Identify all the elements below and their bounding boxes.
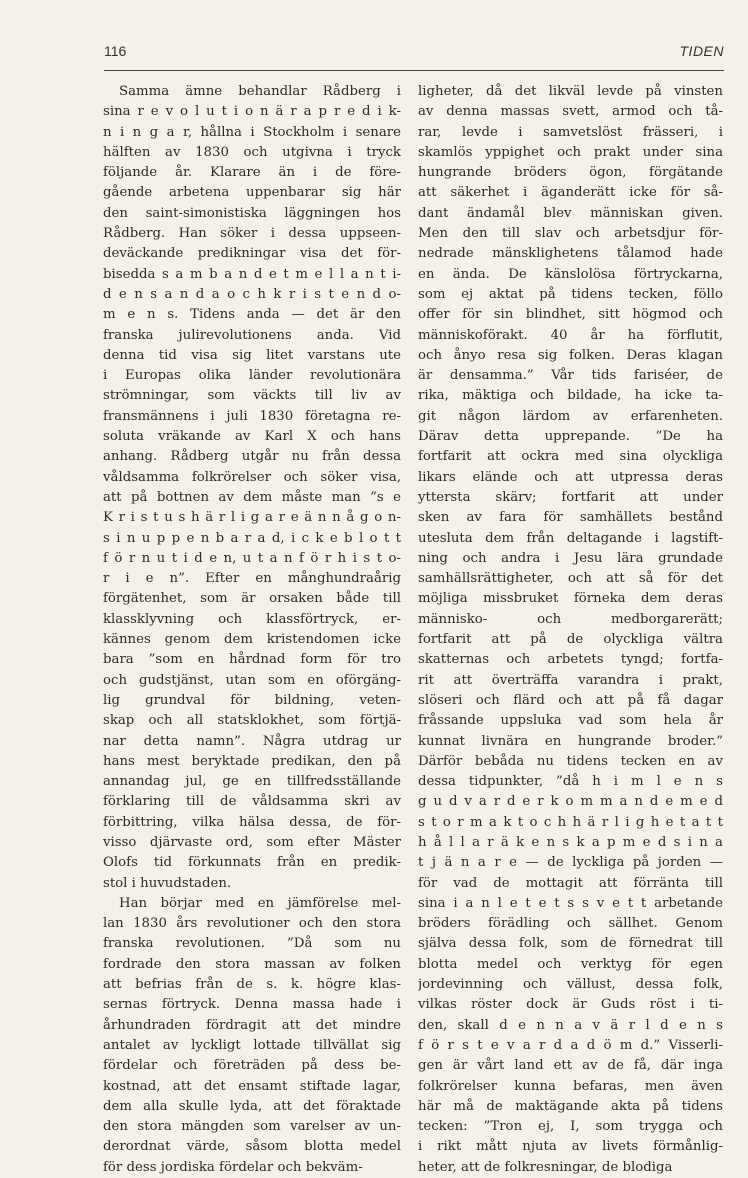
- text-line: skamlös yppighet och prakt under sina: [418, 144, 723, 160]
- text-line: folkrörelser kunna befaras, men även: [418, 1078, 723, 1094]
- text-line: ligheter, då det likväl levde på vinsten: [418, 84, 723, 99]
- text-line: kännes genom dem kristendomen icke: [103, 632, 401, 648]
- text-line: Rådberg. Han söker i dessa uppseen-: [103, 226, 401, 242]
- text-line: nar detta namn”. Några utdrag ur: [103, 733, 401, 749]
- text-line: nedrade mänsklighetens tålamod hade: [418, 246, 723, 262]
- text-line: Samma ämne behandlar Rådberg i: [119, 84, 401, 99]
- text-line: hans mest beryktade predikan, den på: [103, 753, 401, 769]
- text-line: derordnat värde, såsom blotta medel: [103, 1139, 401, 1155]
- text-line: skap och all statsklokhet, som förtjä-: [103, 713, 401, 729]
- text-line: Därav detta upprepande. ”De ha: [418, 429, 723, 445]
- text-line: dessa tidpunkter, ”då h i m l e n s: [418, 774, 723, 790]
- text-line: fördelar och företräden på dess be-: [103, 1058, 401, 1074]
- text-line: rit att överträffa varandra i prakt,: [418, 672, 723, 688]
- text-line: bara ”som en hårdnad form för tro: [103, 652, 401, 668]
- text-line: gående arbetena uppenbarar sig här: [103, 185, 401, 201]
- text-line: r i e n”. Efter en månghundraårig: [103, 571, 401, 587]
- text-line: att på bottnen av dem måste man ”s e: [103, 489, 401, 505]
- text-line: för vad de mottagit att förränta till: [418, 875, 723, 891]
- text-line: förgätenhet, som är orsaken både till: [103, 591, 401, 607]
- text-line: fransmännens i juli 1830 företagna re-: [103, 408, 401, 424]
- text-line: fortfarit att på de olyckliga vältra: [418, 632, 723, 648]
- text-line: sina i a n l e t e t s s v e t t arbetande: [418, 895, 723, 911]
- text-line: möjliga missbruket förneka dem deras: [418, 591, 723, 607]
- page-number: 116: [104, 43, 127, 59]
- text-line: rika, mäktiga och bildade, ha icke ta-: [418, 388, 723, 404]
- text-line: tecken: ”Tron ej, I, som trygga och: [418, 1119, 723, 1135]
- text-line: deväckande predikningar visa det för-: [103, 246, 401, 262]
- text-line: samhällsrättigheter, och att så för det: [418, 571, 723, 587]
- text-line: likars elände och att utpressa deras: [418, 469, 723, 485]
- text-line: h å l l a r ä k e n s k a p m e d s i n a: [418, 834, 723, 850]
- text-line: anhang. Rådberg utgår nu från dessa: [103, 449, 401, 465]
- text-line: stol i huvudstaden.: [103, 875, 232, 891]
- text-line: git någon lärdom av erfarenheten.: [418, 408, 723, 424]
- text-line: förklaring till de våldsamma skri av: [103, 794, 401, 810]
- text-line: offer för sin blindhet, sitt högmod och: [418, 307, 723, 323]
- text-line: den stora mängden som varelser av un-: [103, 1119, 401, 1135]
- text-line: skatternas och arbetets tyngd; fortfa-: [418, 652, 723, 668]
- text-line: i rikt mått njuta av livets förmånlig-: [418, 1139, 723, 1155]
- text-line: ning och andra i Jesu lära grundade: [418, 550, 723, 566]
- text-line: och ånyo resa sig folken. Deras klagan: [418, 347, 723, 363]
- text-line: franska julirevolutionens anda. Vid: [103, 327, 401, 343]
- journal-title: TIDEN: [679, 43, 724, 59]
- text-line: Olofs tid förkunnats från en predik-: [103, 855, 401, 871]
- text-line: sina r e v o l u t i o n ä r a p r e d i k-: [103, 104, 401, 120]
- text-line: kostnad, att det ensamt stiftade lagar,: [103, 1078, 401, 1094]
- text-line: dant ändamål blev människan given.: [418, 205, 723, 221]
- text-line: är densamma.” Vår tids fariséer, de: [418, 368, 723, 384]
- text-line: f ö r n u t i d e n, u t a n f ö r h i s t o-: [103, 550, 401, 566]
- text-line: i Europas olika länder revolutionära: [103, 368, 401, 384]
- text-line: sken av fara för samhällets bestånd: [418, 510, 723, 526]
- text-line: soluta vräkande av Karl X och hans: [103, 429, 401, 445]
- text-line: blotta medel och verktyg för egen: [418, 956, 723, 972]
- text-line: människoförakt. 40 år ha förflutit,: [418, 327, 723, 343]
- text-line: heter, att de folkresningar, de blodiga: [418, 1159, 673, 1175]
- text-line: lan 1830 års revolutioner och den stora: [103, 916, 401, 932]
- text-line: vilkas röster dock är Guds röst i ti-: [418, 997, 723, 1013]
- text-line: denna tid visa sig litet varstans ute: [103, 347, 401, 363]
- text-line: som ej aktat på tidens tecken, föllo: [418, 286, 723, 302]
- text-line: s t o r m a k t o c h h ä r l i g h e t a t t: [418, 814, 723, 830]
- text-line: franska revolutionen. ”Då som nu: [103, 936, 401, 952]
- text-line: den saint-simonistiska läggningen hos: [103, 205, 401, 221]
- text-line: klassklyvning och klassförtryck, er-: [103, 611, 401, 627]
- text-line: förbittring, vilka hälsa dessa, de för-: [103, 814, 401, 830]
- text-line: våldsamma folkrörelser och söker visa,: [103, 469, 401, 485]
- text-line: annandag jul, ge en tillfredsställande: [103, 774, 401, 790]
- text-line: att befrias från de s. k. högre klas-: [103, 977, 401, 993]
- text-line: den, skall d e n n a v ä r l d e n s: [418, 1017, 723, 1033]
- text-line: n i n g a r, hållna i Stockholm i senare: [103, 124, 401, 140]
- text-line: antalet av lyckligt lottade tillvällat sig: [103, 1037, 401, 1053]
- right-text-column: [418, 82, 723, 1178]
- text-line: att säkerhet i äganderätt icke för så-: [418, 185, 723, 201]
- text-line: strömningar, som väckts till liv av: [103, 388, 401, 404]
- text-line: lig grundval för bildning, veten-: [103, 692, 401, 708]
- text-line: fråssande uppsluka vad som hela år: [418, 713, 723, 729]
- text-line: för dess jordiska fördelar och bekväm-: [103, 1159, 363, 1175]
- text-line: t j ä n a r e — de lyckliga på jorden —: [418, 855, 723, 871]
- text-line: fordrade den stora massan av folken: [103, 956, 401, 972]
- text-line: själva dessa folk, som de förnedrat till: [418, 936, 723, 952]
- left-text-column: [103, 82, 401, 1178]
- text-line: hungrande bröders ögon, förgätande: [418, 165, 723, 181]
- text-line: Men den till slav och arbetsdjur för-: [418, 226, 723, 242]
- text-line: dem alla skulle lyda, att det föraktade: [103, 1098, 401, 1114]
- text-line: och gudstjänst, utan som en oförgäng-: [103, 672, 401, 688]
- text-line: en ända. De känslolösa förtryckarna,: [418, 266, 723, 282]
- text-line: fortfarit att ockra med sina olyckliga: [418, 449, 723, 465]
- page-header: [104, 40, 724, 71]
- text-line: visso djärvaste ord, som efter Mäster: [103, 834, 401, 850]
- text-line: f ö r s t e v a r d a d ö m d.” Visserli-: [418, 1037, 723, 1053]
- text-line: rar, levde i samvetslöst frässeri, i: [418, 124, 723, 140]
- text-line: yttersta skärv; fortfarit att under: [418, 489, 723, 505]
- text-line: följande år. Klarare än i de före-: [103, 165, 401, 181]
- text-line: århundraden fördragit att det mindre: [103, 1017, 401, 1033]
- text-line: slöseri och flärd och att på få dagar: [418, 692, 723, 708]
- text-line: av denna massas svett, armod och tå-: [418, 104, 723, 120]
- text-line: här må de maktägande akta på tidens: [418, 1098, 723, 1114]
- text-line: människo- och medborgarerätt;: [418, 611, 723, 627]
- text-line: gen är vårt land ett av de få, där inga: [418, 1058, 723, 1074]
- text-line: d e n s a n d a o c h k r i s t e n d o-: [103, 286, 401, 302]
- text-line: Därför bebåda nu tidens tecken en av: [418, 753, 723, 769]
- text-line: bröders förädling och sällhet. Genom: [418, 916, 723, 932]
- text-line: m e n s. Tidens anda — det är den: [103, 307, 401, 323]
- text-line: utesluta dem från deltagande i lagstift-: [418, 530, 723, 546]
- text-line: Han börjar med en jämförelse mel-: [119, 895, 401, 911]
- text-line: K r i s t u s h ä r l i g a r e ä n n å g o n-: [103, 510, 401, 526]
- text-line: jordevinning och vällust, dessa folk,: [418, 977, 723, 993]
- text-line: bisedda s a m b a n d e t m e l l a n t i-: [103, 266, 401, 282]
- text-line: hälften av 1830 och utgivna i tryck: [103, 144, 401, 160]
- text-line: sernas förtryck. Denna massa hade i: [103, 997, 401, 1013]
- text-line: g u d v a r d e r k o m m a n d e m e d: [418, 794, 723, 810]
- text-line: kunnat livnära en hungrande broder.”: [418, 733, 723, 749]
- text-line: s i n u p p e n b a r a d, i c k e b l o t t: [103, 530, 401, 546]
